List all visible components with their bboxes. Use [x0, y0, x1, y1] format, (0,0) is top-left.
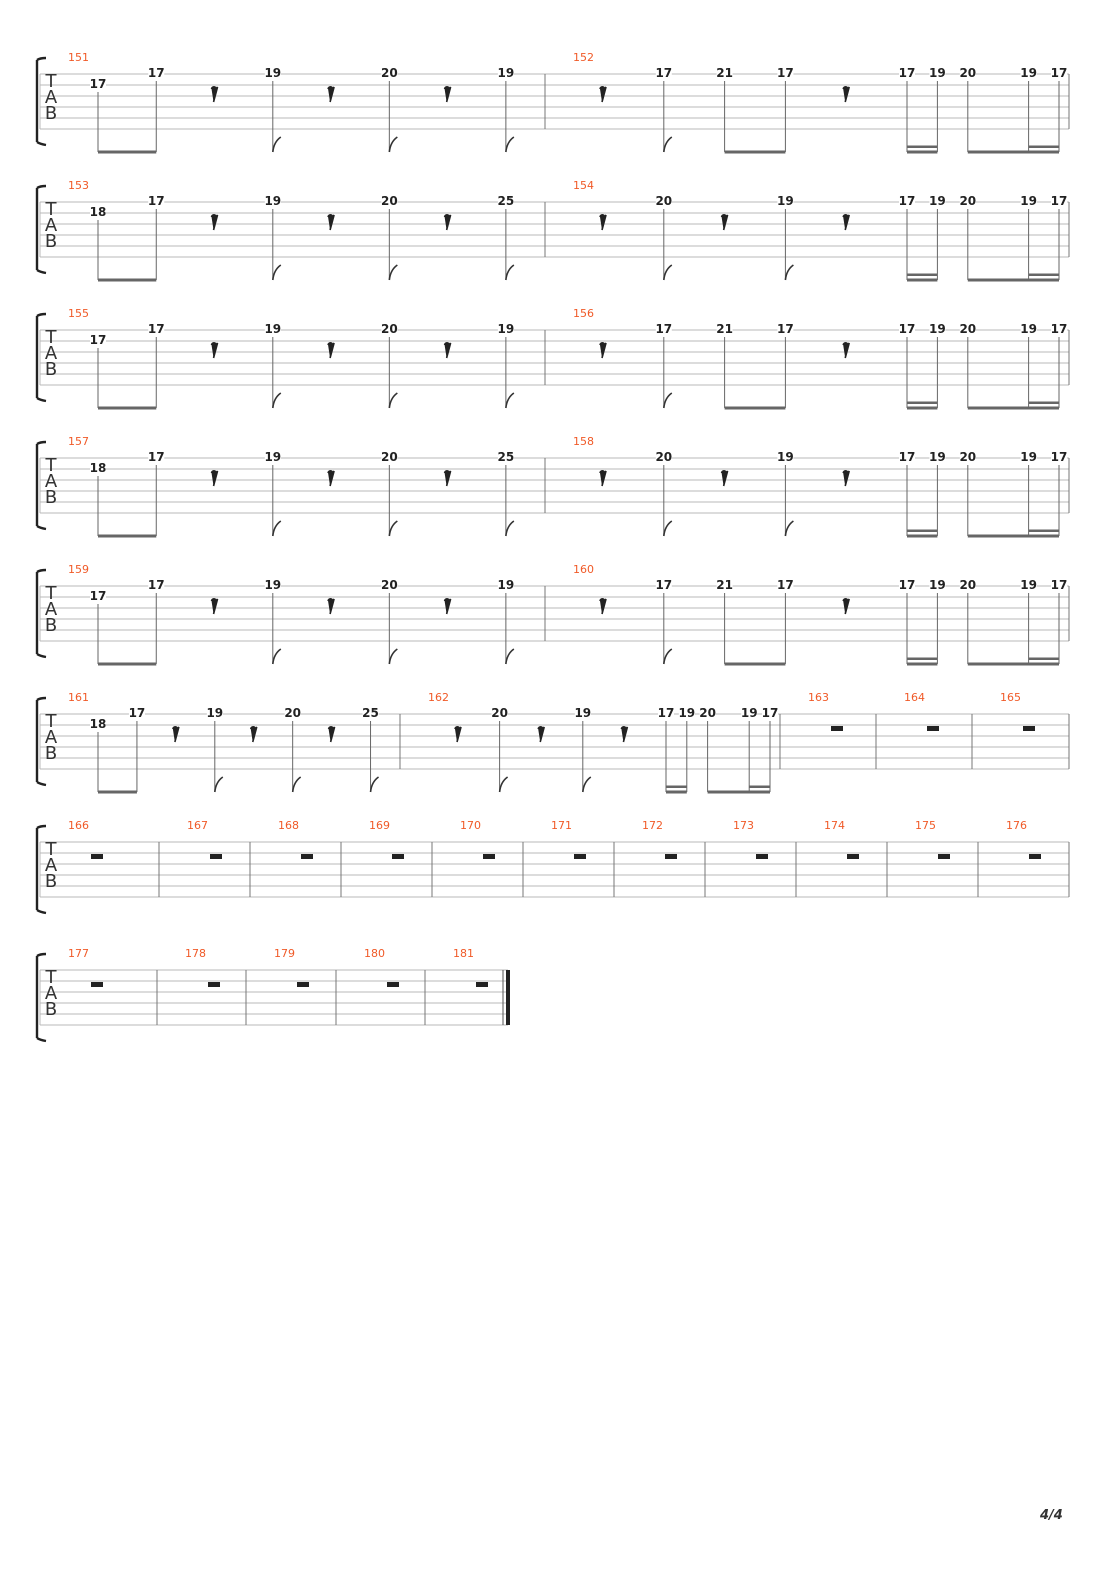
beam-secondary [907, 402, 937, 405]
tab-clef-letter: B [44, 487, 58, 508]
measure-number: 169 [369, 819, 390, 832]
tab-clef-letter: T [45, 455, 57, 476]
measure-rest [665, 854, 677, 859]
eighth-rest [212, 471, 218, 486]
fret-number: 20 [380, 194, 398, 208]
tab-clef-letter: T [45, 839, 57, 860]
tab-clef-letter: T [45, 711, 57, 732]
tab-clef-letter: T [45, 967, 57, 988]
fret-number: 19 [574, 706, 592, 720]
fret-number: 20 [284, 706, 302, 720]
fret-number: 19 [497, 66, 515, 80]
beam-primary [907, 663, 937, 666]
measure-number: 154 [573, 179, 594, 192]
eighth-flag [506, 521, 514, 536]
fret-number: 17 [89, 333, 107, 347]
eighth-rest [173, 727, 179, 742]
eighth-rest [251, 727, 257, 742]
eighth-flag [389, 265, 397, 280]
beam-secondary [1029, 274, 1059, 277]
beam-secondary [907, 530, 937, 533]
measure-rest [574, 854, 586, 859]
measure-rest [297, 982, 309, 987]
eighth-flag [785, 265, 793, 280]
measure-number: 162 [428, 691, 449, 704]
eighth-flag [215, 777, 223, 792]
eighth-rest [600, 471, 606, 486]
eighth-flag [506, 137, 514, 152]
measure-number: 151 [68, 51, 89, 64]
measure [68, 179, 514, 282]
tab-system [37, 819, 1069, 913]
measure-rest [210, 854, 222, 859]
fret-number: 19 [264, 450, 282, 464]
fret-number: 17 [147, 322, 165, 336]
measure-number: 159 [68, 563, 89, 576]
measure [573, 435, 1067, 538]
eighth-rest [843, 87, 849, 102]
fret-number: 17 [898, 194, 916, 208]
fret-number: 20 [959, 194, 977, 208]
measure-number: 171 [551, 819, 572, 832]
measure-rest [91, 982, 103, 987]
measure-number: 168 [278, 819, 299, 832]
fret-number: 20 [655, 450, 673, 464]
fret-number: 20 [380, 66, 398, 80]
eighth-rest [212, 343, 218, 358]
measure-rest [387, 982, 399, 987]
eighth-rest [600, 343, 606, 358]
beam-primary [725, 663, 786, 666]
eighth-rest [621, 727, 627, 742]
eighth-rest [212, 599, 218, 614]
eighth-rest [445, 599, 451, 614]
beam-secondary [907, 658, 937, 661]
fret-number: 19 [264, 322, 282, 336]
page-number: 4/4 [1040, 1508, 1063, 1523]
measure-number: 157 [68, 435, 89, 448]
eighth-rest [445, 343, 451, 358]
eighth-rest [328, 215, 334, 230]
measure [68, 435, 514, 538]
tab-clef-letter: B [44, 871, 58, 892]
beam-primary [98, 535, 156, 538]
measure [428, 691, 778, 794]
eighth-flag [506, 649, 514, 664]
measure-rest [208, 982, 220, 987]
eighth-flag [500, 777, 508, 792]
fret-number: 19 [740, 706, 758, 720]
eighth-rest [455, 727, 461, 742]
fret-number: 17 [898, 578, 916, 592]
beam-primary [968, 407, 1059, 410]
tab-clef-letter: T [45, 327, 57, 348]
eighth-flag [664, 649, 672, 664]
measure-number: 175 [915, 819, 936, 832]
beam-secondary [1029, 658, 1059, 661]
eighth-flag [389, 521, 397, 536]
eighth-rest [445, 471, 451, 486]
eighth-rest [722, 215, 728, 230]
eighth-flag [273, 649, 281, 664]
fret-number: 17 [147, 194, 165, 208]
eighth-rest [722, 471, 728, 486]
beam-secondary [907, 146, 937, 149]
fret-number: 17 [898, 322, 916, 336]
fret-number: 21 [716, 578, 733, 592]
tab-system [37, 563, 1069, 666]
fret-number: 20 [959, 322, 977, 336]
fret-number: 17 [128, 706, 146, 720]
tab-clef-letter: A [44, 87, 58, 108]
measure-number: 177 [68, 947, 89, 960]
fret-number: 17 [147, 578, 165, 592]
fret-number: 19 [678, 706, 696, 720]
measure-rest [938, 854, 950, 859]
fret-number: 20 [959, 578, 977, 592]
measure-rest [483, 854, 495, 859]
fret-number: 19 [264, 66, 282, 80]
beam-primary [708, 791, 770, 794]
tab-clef-letter: B [44, 615, 58, 636]
eighth-rest [328, 87, 334, 102]
tab-clef-letter: B [44, 999, 58, 1020]
beam-secondary [666, 786, 687, 789]
fret-number: 20 [959, 450, 977, 464]
tab-clef-letter: A [44, 343, 58, 364]
measure-number: 178 [185, 947, 206, 960]
fret-number: 19 [929, 578, 946, 592]
fret-number: 19 [777, 450, 794, 464]
fret-number: 19 [497, 322, 515, 336]
fret-number: 17 [655, 66, 673, 80]
fret-number: 17 [1050, 322, 1068, 336]
tab-system [37, 435, 1069, 538]
eighth-rest [600, 599, 606, 614]
measure-number: 181 [453, 947, 474, 960]
eighth-flag [506, 393, 514, 408]
measure-number: 161 [68, 691, 89, 704]
eighth-flag [506, 265, 514, 280]
beam-primary [907, 407, 937, 410]
eighth-flag [389, 137, 397, 152]
fret-number: 19 [206, 706, 224, 720]
tab-clef-letter: A [44, 215, 58, 236]
eighth-rest [445, 215, 451, 230]
fret-number: 18 [89, 205, 107, 219]
fret-number: 20 [655, 194, 673, 208]
beam-primary [725, 151, 786, 154]
eighth-rest [843, 471, 849, 486]
beam-primary [907, 535, 937, 538]
fret-number: 17 [777, 322, 794, 336]
measure-number: 152 [573, 51, 594, 64]
measure-number: 167 [187, 819, 208, 832]
beam-secondary [1029, 530, 1059, 533]
beam-primary [666, 791, 687, 794]
measure-number: 172 [642, 819, 663, 832]
measure-number: 174 [824, 819, 845, 832]
tab-system [37, 691, 1069, 794]
eighth-flag [664, 137, 672, 152]
fret-number: 17 [777, 66, 794, 80]
fret-number: 19 [497, 578, 515, 592]
beam-primary [98, 407, 156, 410]
measure-number: 160 [573, 563, 594, 576]
measure-number: 164 [904, 691, 925, 704]
eighth-rest [538, 727, 544, 742]
fret-number: 17 [147, 66, 165, 80]
fret-number: 17 [655, 578, 673, 592]
fret-number: 19 [1020, 322, 1037, 336]
fret-number: 17 [1050, 578, 1068, 592]
measure-rest [476, 982, 488, 987]
tab-clef-letter: B [44, 359, 58, 380]
eighth-flag [785, 521, 793, 536]
tab-clef-letter: T [45, 199, 57, 220]
eighth-flag [664, 393, 672, 408]
fret-number: 20 [380, 322, 398, 336]
tab-clef-letter: B [44, 231, 58, 252]
eighth-flag [664, 265, 672, 280]
eighth-flag [273, 137, 281, 152]
measure-rest [301, 854, 313, 859]
fret-number: 21 [716, 66, 733, 80]
measure-rest [756, 854, 768, 859]
fret-number: 17 [89, 77, 107, 91]
measure-number: 170 [460, 819, 481, 832]
eighth-rest [328, 471, 334, 486]
beam-primary [907, 279, 937, 282]
beam-primary [98, 279, 156, 282]
beam-primary [968, 279, 1059, 282]
measure [573, 307, 1067, 410]
eighth-flag [371, 777, 379, 792]
fret-number: 25 [362, 706, 379, 720]
fret-number: 25 [497, 450, 515, 464]
beam-primary [725, 407, 786, 410]
measure-number: 158 [573, 435, 594, 448]
measure-number: 165 [1000, 691, 1021, 704]
eighth-flag [273, 265, 281, 280]
eighth-rest [600, 87, 606, 102]
eighth-rest [212, 215, 218, 230]
beam-secondary [1029, 402, 1059, 405]
beam-primary [98, 663, 156, 666]
beam-primary [968, 151, 1059, 154]
eighth-flag [293, 777, 301, 792]
fret-number: 17 [89, 589, 107, 603]
tab-clef-letter: B [44, 743, 58, 764]
fret-number: 25 [497, 194, 515, 208]
fret-number: 19 [929, 66, 946, 80]
eighth-rest [328, 599, 334, 614]
fret-number: 17 [898, 450, 916, 464]
eighth-flag [583, 777, 591, 792]
measure-number: 155 [68, 307, 89, 320]
eighth-flag [389, 649, 397, 664]
measure [68, 51, 514, 154]
fret-number: 19 [1020, 194, 1037, 208]
measure-rest [392, 854, 404, 859]
fret-number: 17 [898, 66, 916, 80]
tab-clef-letter: A [44, 599, 58, 620]
measure-number: 156 [573, 307, 594, 320]
measure-rest [831, 726, 843, 731]
eighth-rest [600, 215, 606, 230]
eighth-rest [843, 343, 849, 358]
eighth-rest [843, 599, 849, 614]
tab-clef-letter: T [45, 583, 57, 604]
beam-primary [907, 151, 937, 154]
fret-number: 17 [655, 322, 673, 336]
eighth-flag [664, 521, 672, 536]
eighth-rest [329, 727, 335, 742]
measure-rest [91, 854, 103, 859]
eighth-flag [273, 521, 281, 536]
measure-rest [847, 854, 859, 859]
fret-number: 19 [929, 322, 946, 336]
measure [68, 307, 514, 410]
fret-number: 17 [1050, 194, 1068, 208]
measure-number: 166 [68, 819, 89, 832]
measure [68, 563, 514, 666]
tab-clef-letter: T [45, 71, 57, 92]
eighth-rest [212, 87, 218, 102]
measure-number: 163 [808, 691, 829, 704]
fret-number: 20 [380, 578, 398, 592]
beam-secondary [749, 786, 770, 789]
fret-number: 19 [777, 194, 794, 208]
eighth-rest [445, 87, 451, 102]
fret-number: 19 [1020, 578, 1037, 592]
final-barline-thick [506, 970, 510, 1025]
tab-system [37, 179, 1069, 282]
tab-clef-letter: A [44, 727, 58, 748]
fret-number: 20 [959, 66, 977, 80]
tab-system [37, 51, 1069, 154]
measure [68, 691, 379, 794]
fret-number: 20 [699, 706, 716, 720]
tab-system [37, 307, 1069, 410]
measure-rest [1029, 854, 1041, 859]
beam-secondary [1029, 146, 1059, 149]
fret-number: 19 [929, 194, 946, 208]
fret-number: 19 [929, 450, 946, 464]
tab-clef-letter: A [44, 983, 58, 1004]
fret-number: 17 [761, 706, 779, 720]
fret-number: 20 [380, 450, 398, 464]
fret-number: 19 [1020, 66, 1037, 80]
measure [573, 51, 1067, 154]
measure-number: 176 [1006, 819, 1027, 832]
measure-rest [927, 726, 939, 731]
fret-number: 17 [657, 706, 675, 720]
fret-number: 19 [1020, 450, 1037, 464]
measure-number: 180 [364, 947, 385, 960]
tab-clef-letter: B [44, 103, 58, 124]
beam-primary [968, 535, 1059, 538]
eighth-flag [273, 393, 281, 408]
fret-number: 17 [1050, 450, 1068, 464]
tab-clef-letter: A [44, 471, 58, 492]
beam-primary [968, 663, 1059, 666]
beam-secondary [907, 274, 937, 277]
tab-system [37, 947, 510, 1041]
fret-number: 17 [1050, 66, 1068, 80]
measure-number: 173 [733, 819, 754, 832]
measure-number: 179 [274, 947, 295, 960]
eighth-flag [389, 393, 397, 408]
fret-number: 19 [264, 194, 282, 208]
fret-number: 20 [491, 706, 508, 720]
measure-rest [1023, 726, 1035, 731]
eighth-rest [843, 215, 849, 230]
fret-number: 17 [147, 450, 165, 464]
beam-primary [98, 791, 137, 794]
beam-primary [98, 151, 156, 154]
fret-number: 18 [89, 461, 107, 475]
fret-number: 19 [264, 578, 282, 592]
tab-clef-letter: A [44, 855, 58, 876]
fret-number: 18 [89, 717, 107, 731]
measure-number: 153 [68, 179, 89, 192]
measure [573, 179, 1067, 282]
fret-number: 21 [716, 322, 733, 336]
fret-number: 17 [777, 578, 794, 592]
eighth-rest [328, 343, 334, 358]
measure [573, 563, 1067, 666]
